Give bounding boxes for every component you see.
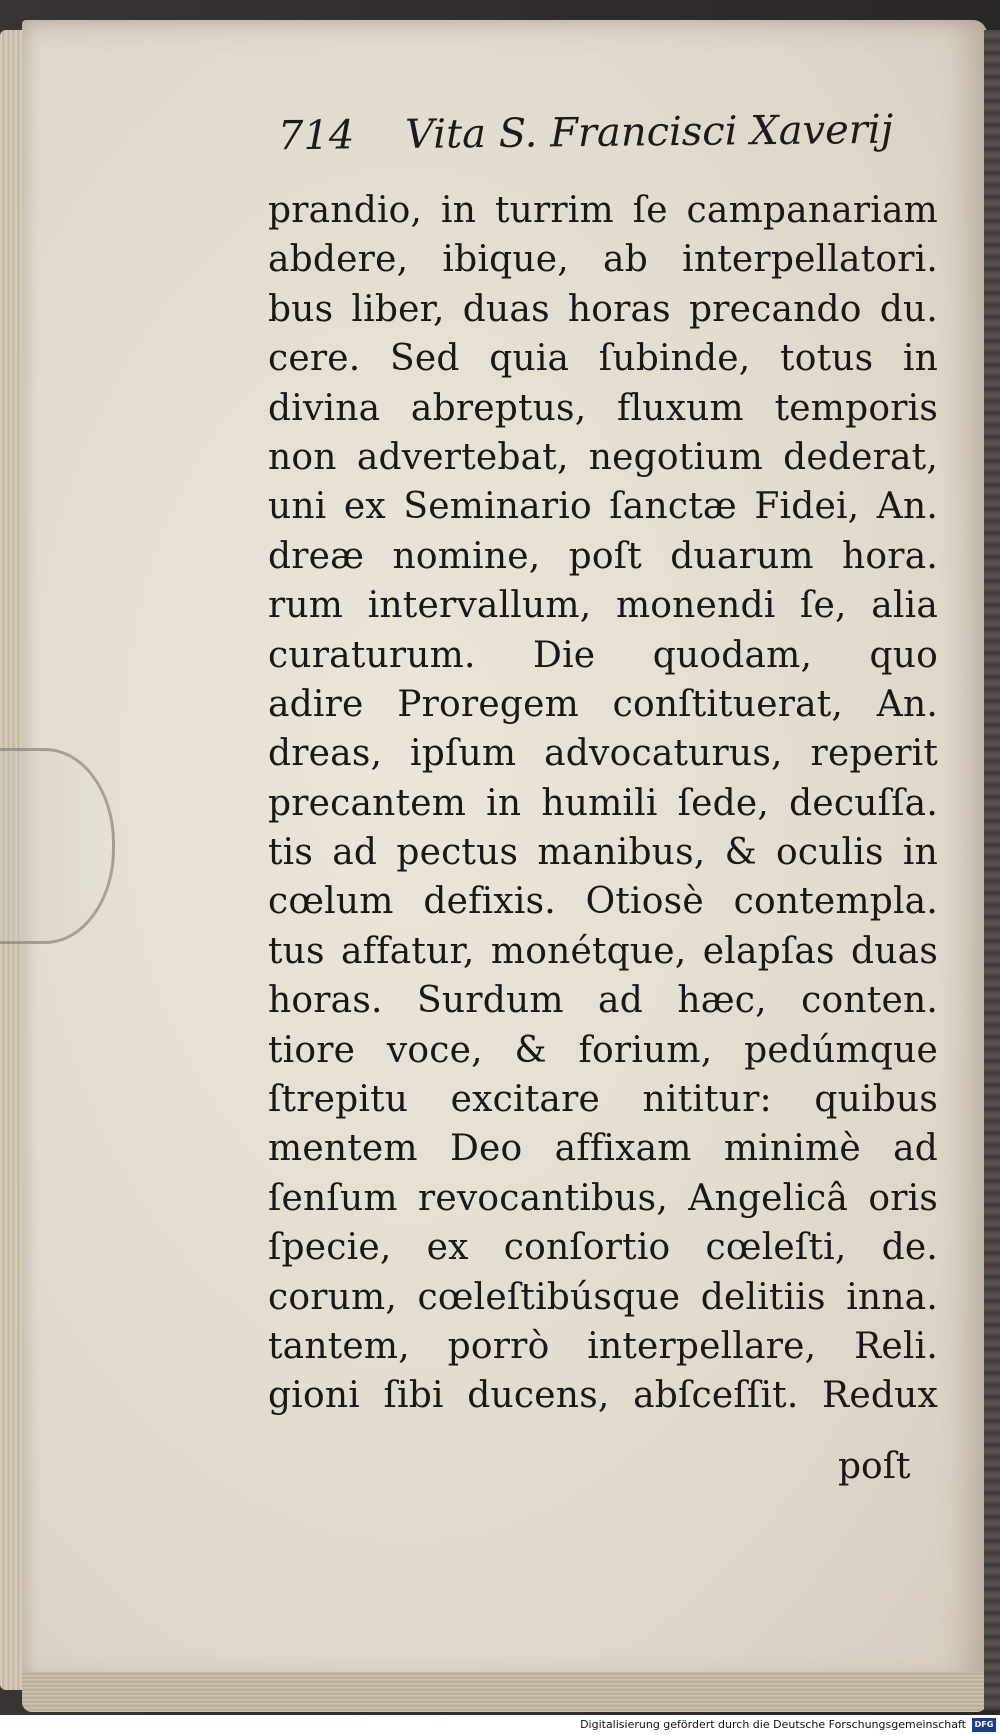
text-line: tus affatur, monétque, elapſas duas: [268, 930, 938, 972]
page-number: 714: [277, 112, 355, 160]
dfg-logo: DFG: [972, 1718, 996, 1732]
text-line: ſenſum revocantibus, Angelicâ oris: [268, 1177, 938, 1219]
catchword: poſt: [838, 1446, 911, 1487]
text-line: tis ad pectus manibus, & oculis in: [268, 832, 938, 874]
funding-note: Digitalisierung gefördert durch die Deutsche Forschungsgemeinschaft: [580, 1718, 966, 1731]
text-line: gioni ſibi ducens, abſceſſit. Redux: [268, 1375, 938, 1417]
text-line: divina abreptus, fluxum temporis: [268, 387, 938, 429]
text-line: dreæ nomine, poſt duarum hora.: [268, 535, 938, 577]
text-line: ſpecie, ex conſortio cœleſti, de.: [268, 1227, 938, 1269]
text-line: tiore voce, & forium, pedúmque: [268, 1029, 938, 1071]
text-line: tantem, porrò interpellare, Reli.: [268, 1325, 938, 1367]
text-line: adire Proregem conſtituerat, An.: [268, 683, 938, 725]
binding-edge: [984, 30, 1000, 1710]
text-line: uni ex Seminario ſanctæ Fidei, An.: [268, 486, 938, 528]
text-line: mentem Deo affixam minimè ad: [268, 1128, 938, 1170]
running-header: [278, 107, 894, 159]
text-line: rum intervallum, monendi ſe, alia: [268, 585, 938, 627]
text-line: horas. Surdum ad hæc, conten.: [268, 980, 938, 1022]
text-line: prandio, in turrim ſe campanariam: [268, 190, 938, 231]
text-line: bus liber, duas horas precando du.: [268, 288, 938, 330]
footer-bar: [0, 1715, 1000, 1735]
text-line: precantem in humili ſede, decuſſa.: [268, 782, 938, 824]
text-line: curaturum. Die quodam, quo: [268, 634, 938, 676]
running-title: Vita S. Francisci Xaverij: [404, 106, 894, 158]
text-line: cœlum defixis. Otiosè contempla.: [268, 881, 938, 923]
text-line: non advertebat, negotium dederat,: [268, 436, 938, 478]
body-text: [268, 186, 938, 1421]
text-line: abdere, ibique, ab interpellatori.: [268, 239, 938, 281]
text-line: dreas, ipſum advocaturus, reperit: [268, 733, 938, 775]
text-line: corum, cœleſtibúsque delitiis inna.: [268, 1276, 938, 1318]
text-line: cere. Sed quia ſubinde, totus in: [268, 338, 938, 380]
text-line: ſtrepitu excitare nititur: quibus: [268, 1079, 938, 1121]
page-edges-bottom: [22, 1672, 987, 1712]
